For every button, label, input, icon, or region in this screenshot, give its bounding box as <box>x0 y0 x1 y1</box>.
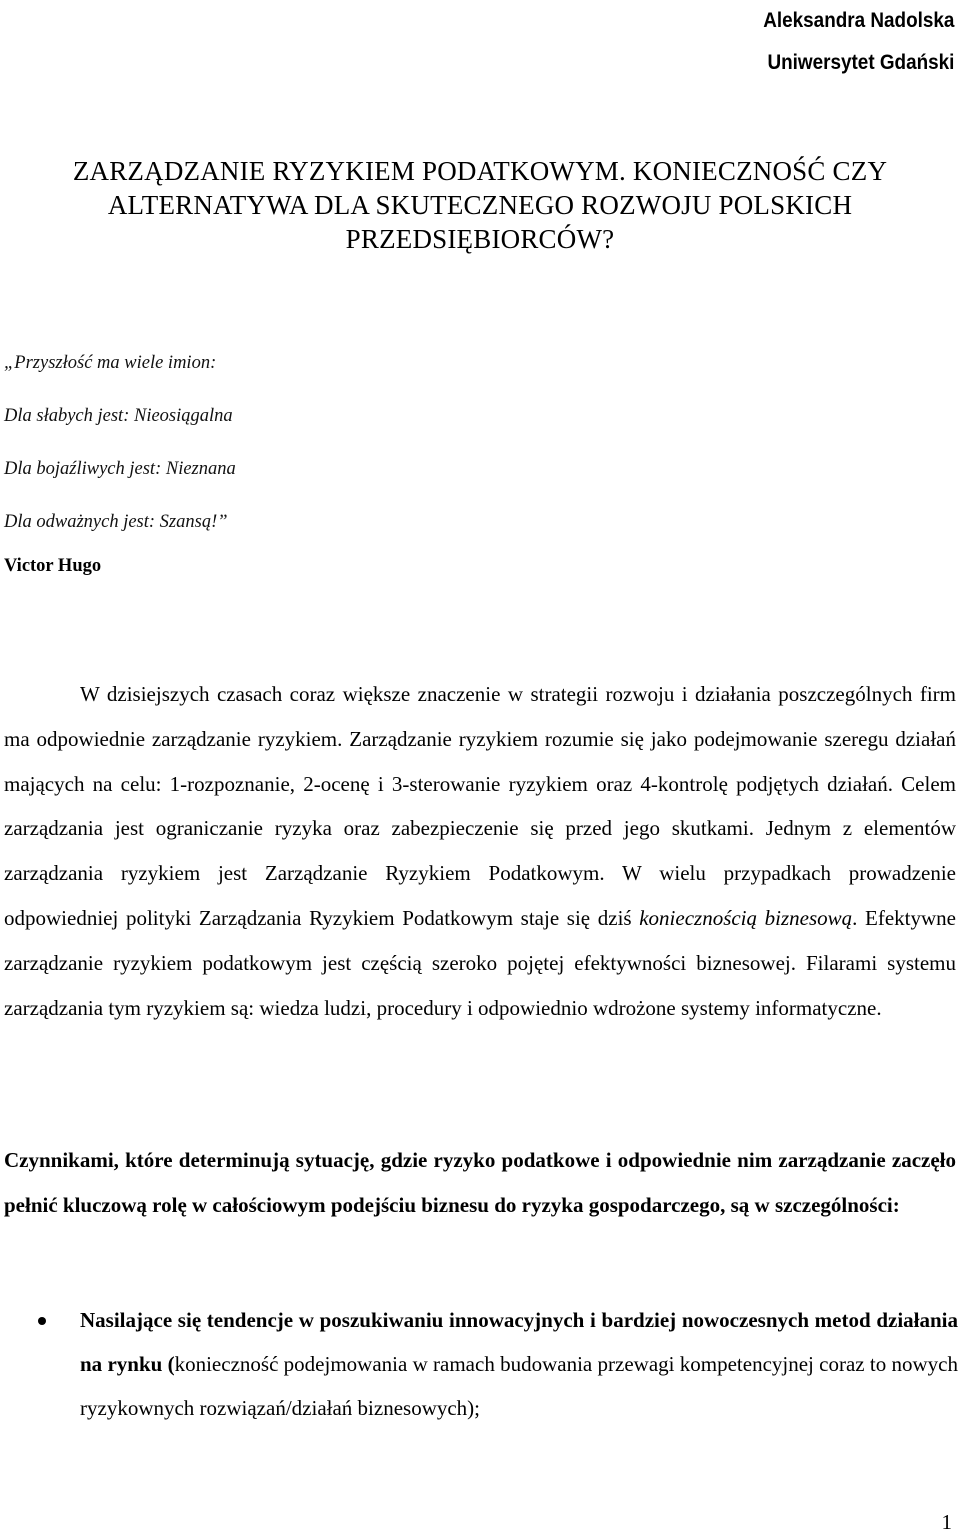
author-block <box>763 0 954 84</box>
bullet-list-item <box>0 1298 958 1430</box>
motto-author: Victor Hugo <box>4 556 102 576</box>
motto-line: „Przyszłość ma wiele imion: <box>4 353 217 373</box>
motto-line: Dla słabych jest: Nieosiągalna <box>4 406 233 426</box>
bullet-text <box>80 1298 958 1430</box>
author-name: Aleksandra Nadolska <box>762 9 954 32</box>
page-number: 1 <box>941 1510 952 1534</box>
title-line-3: PRZEDSIĘBIORCÓW? <box>345 224 615 254</box>
bullet-bold-text: Nasilające się tendencje w poszukiwaniu innowacyjnych i bardziej nowoczesnych metod działania na rynku ( <box>80 1308 958 1376</box>
bullet-dot-icon <box>38 1317 46 1325</box>
author-affiliation: Uniwersytet Gdański <box>767 51 954 74</box>
paragraph-indent <box>4 682 80 706</box>
motto-quote <box>4 337 236 549</box>
intro-paragraph <box>4 672 956 1030</box>
document-title <box>0 154 960 256</box>
title-line-2: ALTERNATYWA DLA SKUTECZNEGO ROZWOJU POLSKICH <box>107 190 853 220</box>
title-line-1: ZARZĄDZANIE RYZYKIEM PODATKOWYM. KONIECZNOŚĆ CZY <box>72 156 888 186</box>
intro-emphasis: koniecznością biznesową <box>639 905 853 930</box>
motto-line: Dla bojaźliwych jest: Nieznana <box>4 459 236 479</box>
motto-line: Dla odważnych jest: Szansą!” <box>4 512 228 532</box>
bullet-normal-text: konieczność podejmowania w ramach budowania przewagi kompetencyjnej coraz to nowych ryzykownych rozwiązań/działań biznesowych); <box>80 1352 958 1420</box>
factors-heading: Czynnikami, które determinują sytuację, gdzie ryzyko podatkowe i odpowiednie nim zarządzanie zaczęło pełnić kluczową rolę w całościowym podejściu biznesu do ryzyka gospodarczego, są w szczególności: <box>4 1148 956 1217</box>
intro-text-a: W dzisiejszych czasach coraz większe znaczenie w strategii rozwoju i działania poszczególnych firm ma odpowiednie zarządzanie ryzykiem. Zarządzanie ryzykiem rozumie się jako podejmowanie szeregu działań mających na celu: 1-rozpoznanie, 2-ocenę i 3-sterowanie ryzykiem oraz 4-kontrolę podjętych działań. Celem zarządzania jest ograniczanie ryzyka oraz zabezpieczenie się przed jego skutkami. Jednym z elementów zarządzania ryzykiem jest Zarządzanie Ryzykiem Podatkowym. W wielu przypadkach prowadzenie odpowiedniej polityki Zarządzania Ryzykiem Podatkowym staje się dziś <box>4 682 956 930</box>
intro-text-b: . Efektywne zarządzanie ryzykiem podatkowym jest częścią szeroko pojętej efektywności biznesowej. Filarami systemu zarządzania tym ryzykiem są: wiedza ludzi, procedury i odpowiednio wdrożone systemy informatyczne. <box>4 905 956 1020</box>
